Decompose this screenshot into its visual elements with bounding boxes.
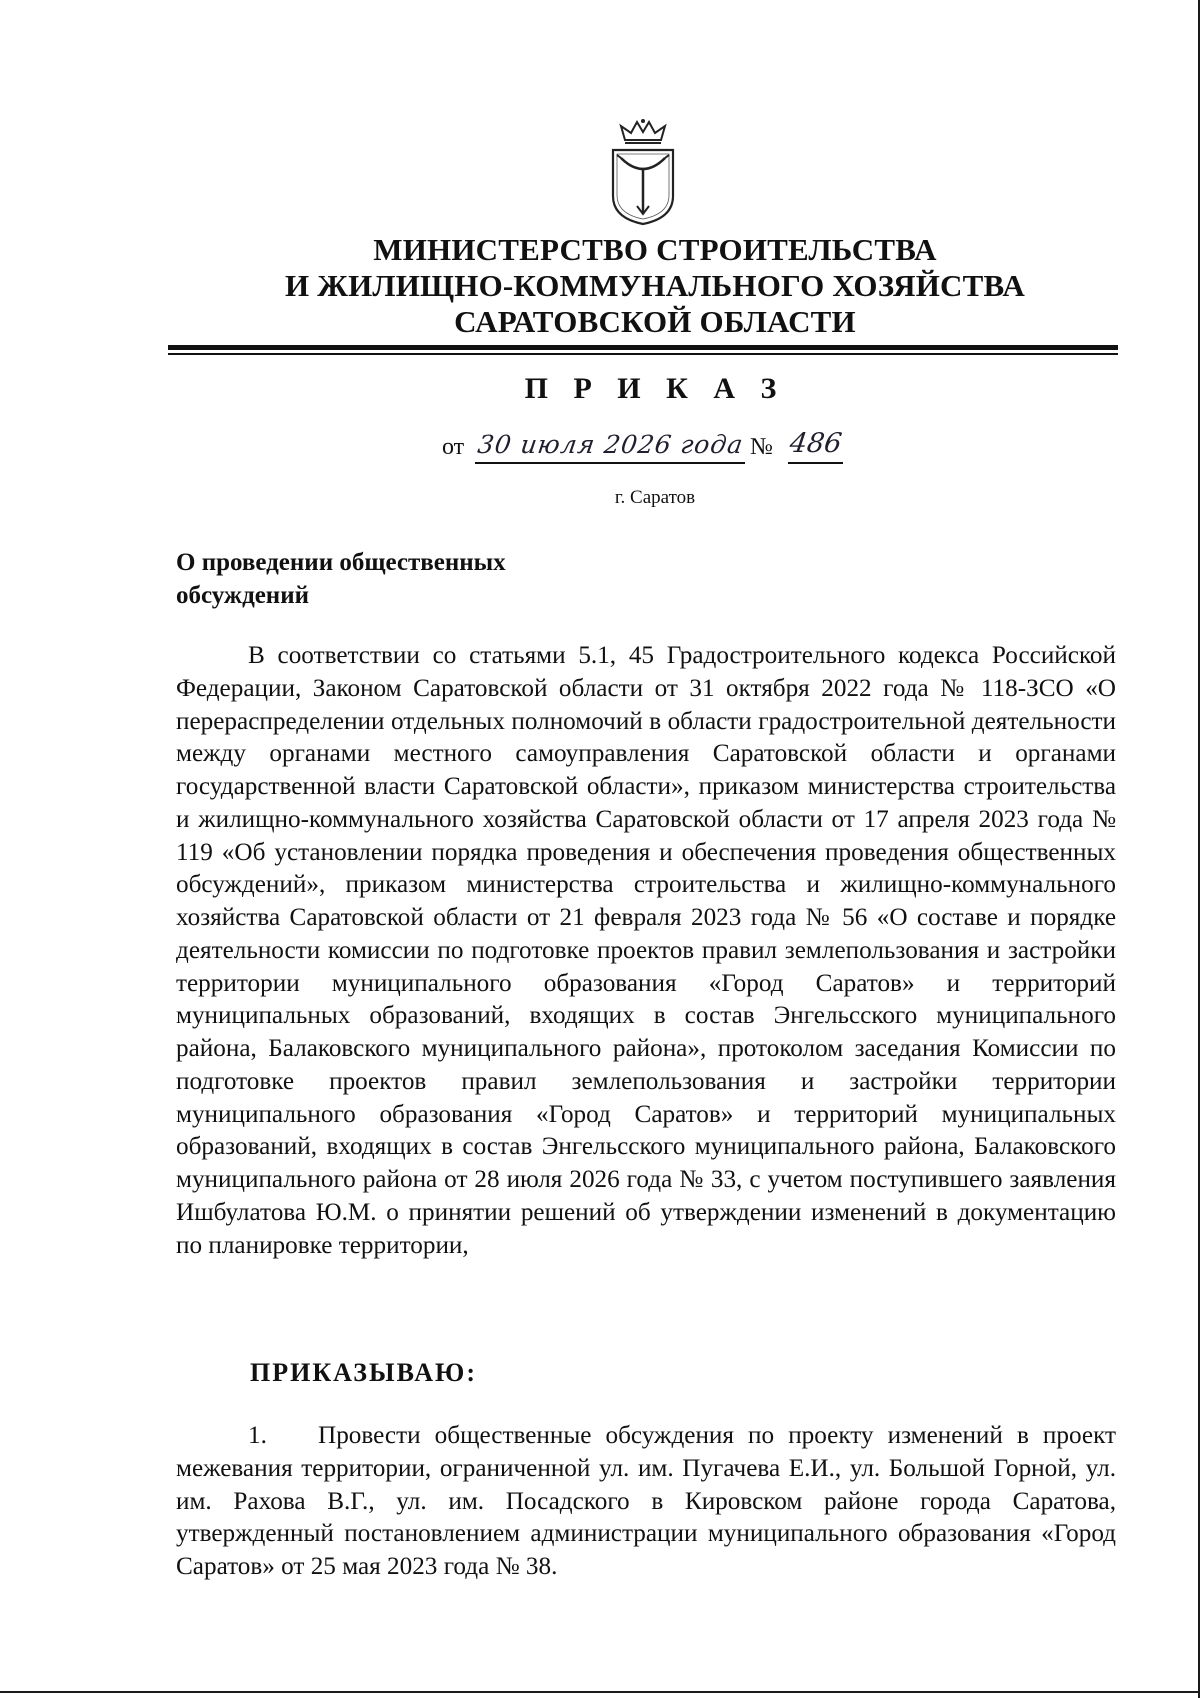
- item-number: 1.: [248, 1422, 267, 1449]
- order-subject: [176, 546, 696, 612]
- ministry-line: И ЖИЛИЩНО-КОММУНАЛЬНОГО ХОЗЯЙСТВА: [284, 268, 1026, 303]
- order-title: П Р И К А З: [524, 372, 786, 405]
- saratov-coat-of-arms-icon: [603, 118, 683, 228]
- subject-line: обсуждений: [176, 582, 310, 609]
- command-heading: ПРИКАЗЫВАЮ:: [250, 1358, 477, 1387]
- ministry-name: [170, 232, 1140, 340]
- scan-edge-bottom: [0, 1691, 1200, 1693]
- date-underline: [475, 462, 745, 464]
- city: г. Саратов: [614, 487, 696, 508]
- number-underline: [788, 462, 843, 464]
- header-rule-thin: [168, 353, 1118, 355]
- item-text: Провести общественные обсуждения по проекту изменений в проект межевания территории, ограниченной ул. им. Пугачева Е.И., ул. Большой Горной, ул. им. Рахова В.Г., ул. им. Посадского в Кировском районе города Саратова, утвержденный постановлением администрации муниципального образования «Город Саратов» от 25 мая 2023 года № 38.: [176, 1422, 1116, 1580]
- number-label: №: [750, 434, 773, 460]
- handwritten-date: 30 июля 2026 года: [475, 430, 746, 459]
- from-label: от: [442, 434, 465, 460]
- order-date-number-line: [0, 426, 1200, 466]
- header-rule-thick: [168, 345, 1118, 350]
- order-item: [176, 1420, 1116, 1584]
- ministry-line: САРАТОВСКОЙ ОБЛАСТИ: [454, 304, 856, 339]
- subject-line: О проведении общественных: [176, 549, 506, 576]
- ministry-line: МИНИСТЕРСТВО СТРОИТЕЛЬСТВА: [373, 232, 937, 267]
- preamble-paragraph: В соответствии со статьями 5.1, 45 Градостроительного кодекса Российской Федерации, Законом Саратовской области от 31 октября 2022 года № 118-ЗСО «О перераспределении отдельных полномочий в области градостроительной деятельности между органами местного самоуправления Саратовской области и органами государственной власти Саратовской области», приказом министерства строительства и жилищно-коммунального хозяйства Саратовской области от 17 апреля 2023 года № 119 «Об установлении порядка проведения и обеспечения проведения общественных обсуждений», приказом министерства строительства и жилищно-коммунального хозяйства Саратовской области от 21 февраля 2023 года № 56 «О составе и порядке деятельности комиссии по подготовке проектов правил землепользования и застройки территории муниципального образования «Город Саратов» и территорий муниципальных образований, входящих в состав Энгельсского муниципального района, Балаковского муниципального района», протоколом заседания Комиссии по подготовке проектов правил землепользования и застройки территории муниципального образования «Город Саратов» и территорий муниципальных образований, входящих в состав Энгельсского муниципального района, Балаковского муниципального района от 28 июля 2026 года № 33, с учетом поступившего заявления Ишбулатова Ю.М. о принятии решений об утверждении изменений в документацию по планировке территории,: [176, 642, 1116, 1259]
- handwritten-number: 486: [787, 428, 844, 459]
